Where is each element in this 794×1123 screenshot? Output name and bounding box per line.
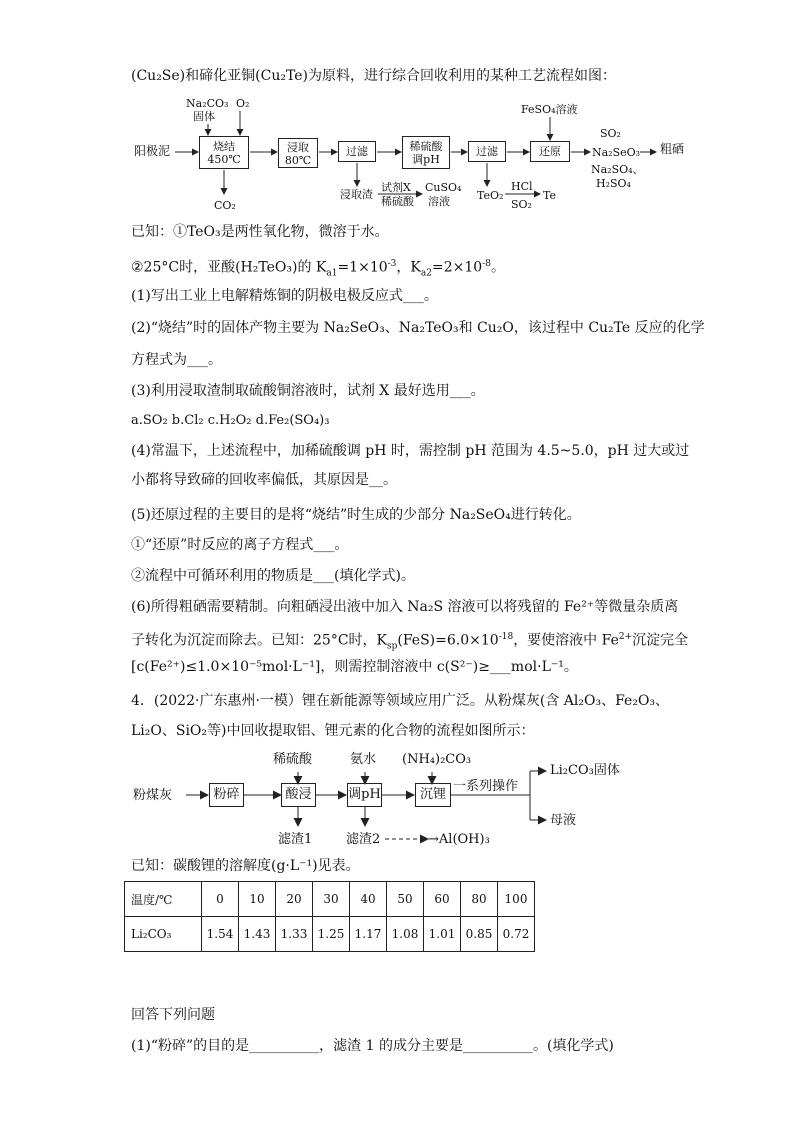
- table-cell: 20: [276, 882, 313, 917]
- label-reagent-x: 试剂X: [381, 181, 411, 194]
- label-dilute-acid: 稀硫酸: [273, 752, 313, 767]
- label-cuso4: CuSO₄: [425, 181, 462, 194]
- box-acid-leach: 酸浸: [281, 783, 316, 807]
- label-aloh3: →Al(OH)₃: [428, 832, 490, 847]
- q3-4a: (4)常温下，上述流程中，加稀硫酸调 pH 时，需控制 pH 范围为 4.5~5.0，pH 过大或过: [131, 443, 690, 459]
- table-cell: 50: [387, 882, 424, 917]
- label-co2: CO₂: [214, 199, 236, 212]
- label-teo2: TeO₂: [477, 189, 504, 202]
- label-residue-2: 滤渣2: [346, 832, 381, 847]
- known-1: 已知：①TeO₃是两性氧化物，微溶于水。: [131, 224, 389, 240]
- answer-prompt: 回答下列问题: [131, 1007, 215, 1023]
- label-mother-liquor: 母液: [550, 813, 577, 828]
- label-feso4: FeSO₄溶液: [521, 103, 578, 116]
- label-residue: 浸取渣: [340, 188, 373, 201]
- q3-2a: (2)“烧结”时的固体产物主要为 Na₂SeO₃、Na₂TeO₃和 Cu₂O，该过程中 Cu₂Te 反应的化学: [131, 320, 705, 336]
- acid-ph-label-1: 稀硫酸: [409, 140, 443, 153]
- intro-text: (Cu₂Se)和碲化亚铜(Cu₂Te)为原料，进行综合回收利用的某种工艺流程如图：: [131, 68, 616, 84]
- label-o2: O₂: [236, 97, 250, 110]
- table-cell: 0.85: [461, 917, 498, 952]
- q3-4b: 小都将导致碲的回收率偏低，其原因是__。: [131, 472, 397, 488]
- label-so2-te: SO₂: [511, 198, 532, 211]
- box-adjust-ph: 调pH: [347, 783, 382, 807]
- table-cell: 1.54: [202, 917, 239, 952]
- label-ammonia: 氨水: [350, 752, 377, 767]
- q3-5: (5)还原过程的主要目的是将“烧结”时生成的少部分 Na₂SeO₄进行转化。: [131, 507, 581, 523]
- label-li2co3-solid: Li₂CO₃固体: [550, 763, 620, 778]
- table-row-label: Li₂CO₃: [125, 917, 202, 952]
- table-cell: 60: [424, 882, 461, 917]
- q3-1: (1)写出工业上电解精炼铜的阴极电极反应式___。: [131, 288, 438, 304]
- known-2: ②25°C时，亚酸(H₂TeO₃)的 $K_{a1}=1\times 10^{-3}$，$K_{a2}=2\times 10^{-8}$。: [131, 259, 505, 279]
- q4-known: 已知：碳酸锂的溶解度(g·L⁻¹)见表。: [131, 858, 360, 874]
- table-cell: 1.25: [313, 917, 350, 952]
- q4-title-1: 4．(2022·广东惠州·一模）锂在新能源等领域应用广泛。从粉煤灰(含 Al₂O₃、Fe₂O₃、: [131, 693, 670, 709]
- q4-title-2: Li₂O、SiO₂等)中回收提取铝、锂元素的化合物的流程如图所示：: [131, 723, 535, 739]
- label-solid: 固体: [193, 110, 215, 123]
- label-crude-se: 粗硒: [660, 142, 685, 156]
- known-2-text: ②25°C时，亚酸(H₂TeO₃)的 K: [131, 259, 327, 276]
- q3-6a: (6)所得粗硒需要精制。向粗硒浸出液中加入 Na₂S 溶液可以将残留的 Fe²⁺等微量杂质离: [131, 599, 679, 615]
- table-cell: 80: [461, 882, 498, 917]
- label-na2seo3: Na₂SeO₃: [592, 146, 641, 159]
- label-nh4co3: (NH₄)₂CO₃: [402, 752, 472, 767]
- label-na2co3: Na₂CO₃: [186, 97, 229, 110]
- q3-3-options: a.SO₂ b.Cl₂ c.H₂O₂ d.Fe₂(SO₄)₃: [131, 413, 330, 428]
- table-cell: 30: [313, 882, 350, 917]
- label-so2-out: SO₂: [600, 127, 621, 140]
- q3-6c: [c(Fe²⁺)≤1.0×10⁻⁵mol·L⁻¹]，则需控制溶液中 c(S²⁻)≥___mol·L⁻¹。: [131, 659, 578, 675]
- box-crush: 粉碎: [209, 783, 244, 807]
- leach-temp: 80℃: [284, 154, 312, 167]
- table-cell: 40: [350, 882, 387, 917]
- table-cell: 0: [202, 882, 239, 917]
- table-cell: 1.01: [424, 917, 461, 952]
- table-cell: 10: [239, 882, 276, 917]
- table-header-label: 温度/℃: [125, 882, 202, 917]
- table-row: [125, 917, 535, 952]
- box-precip-li: 沉锂: [415, 783, 451, 807]
- q3-2b: 方程式为___。: [131, 352, 222, 368]
- leach-label: 浸取: [287, 141, 309, 154]
- label-cuso4-solution: 溶液: [428, 195, 450, 208]
- label-hcl: HCl: [511, 180, 533, 193]
- table-row: [125, 882, 535, 917]
- q3-5a: ①“还原”时反应的离子方程式___。: [131, 537, 349, 553]
- acid-ph-label-2: 调pH: [412, 153, 440, 166]
- label-dilute-h2so4: 稀硫酸: [381, 195, 414, 208]
- q3-6b-text: 子转化为沉淀而除去。已知：25°C时，K: [131, 632, 387, 649]
- reduce-label: 还原: [539, 145, 561, 158]
- table-cell: 1.17: [350, 917, 387, 952]
- label-te: Te: [543, 189, 556, 202]
- filter-label-1: 过滤: [346, 145, 368, 158]
- table-cell: 100: [498, 882, 535, 917]
- label-fly-ash: 粉煤灰: [133, 788, 173, 803]
- label-h2so4: H₂SO₄: [596, 177, 631, 190]
- label-series-ops: 一系列操作: [453, 779, 519, 794]
- solubility-table: [124, 881, 535, 952]
- label-anode-mud: 阳极泥: [134, 144, 171, 158]
- q3-6b: 子转化为沉淀而除去。已知：25°C时，$K_{sp}(FeS)=6.0\times 10^{-18}$，要使溶液中 $Fe^{2+}$沉淀完全: [131, 632, 689, 652]
- label-residue-1: 滤渣1: [278, 832, 313, 847]
- q3-5b: ②流程中可循环利用的物质是___(填化学式)。: [131, 568, 415, 584]
- filter-label-2: 过滤: [476, 145, 498, 158]
- table-cell: 1.33: [276, 917, 313, 952]
- table-cell: 0.72: [498, 917, 535, 952]
- roast-label: 烧结: [213, 140, 235, 153]
- table-cell: 1.08: [387, 917, 424, 952]
- q4-1: (1)“粉碎”的目的是__________，滤渣 1 的成分主要是__________。(填化学式): [131, 1038, 614, 1054]
- table-cell: 1.43: [239, 917, 276, 952]
- label-na2so4: Na₂SO₄、: [591, 163, 644, 176]
- roast-temp: 450℃: [207, 153, 241, 166]
- q3-3: (3)利用浸取渣制取硫酸铜溶液时，试剂 X 最好选用___。: [131, 383, 485, 399]
